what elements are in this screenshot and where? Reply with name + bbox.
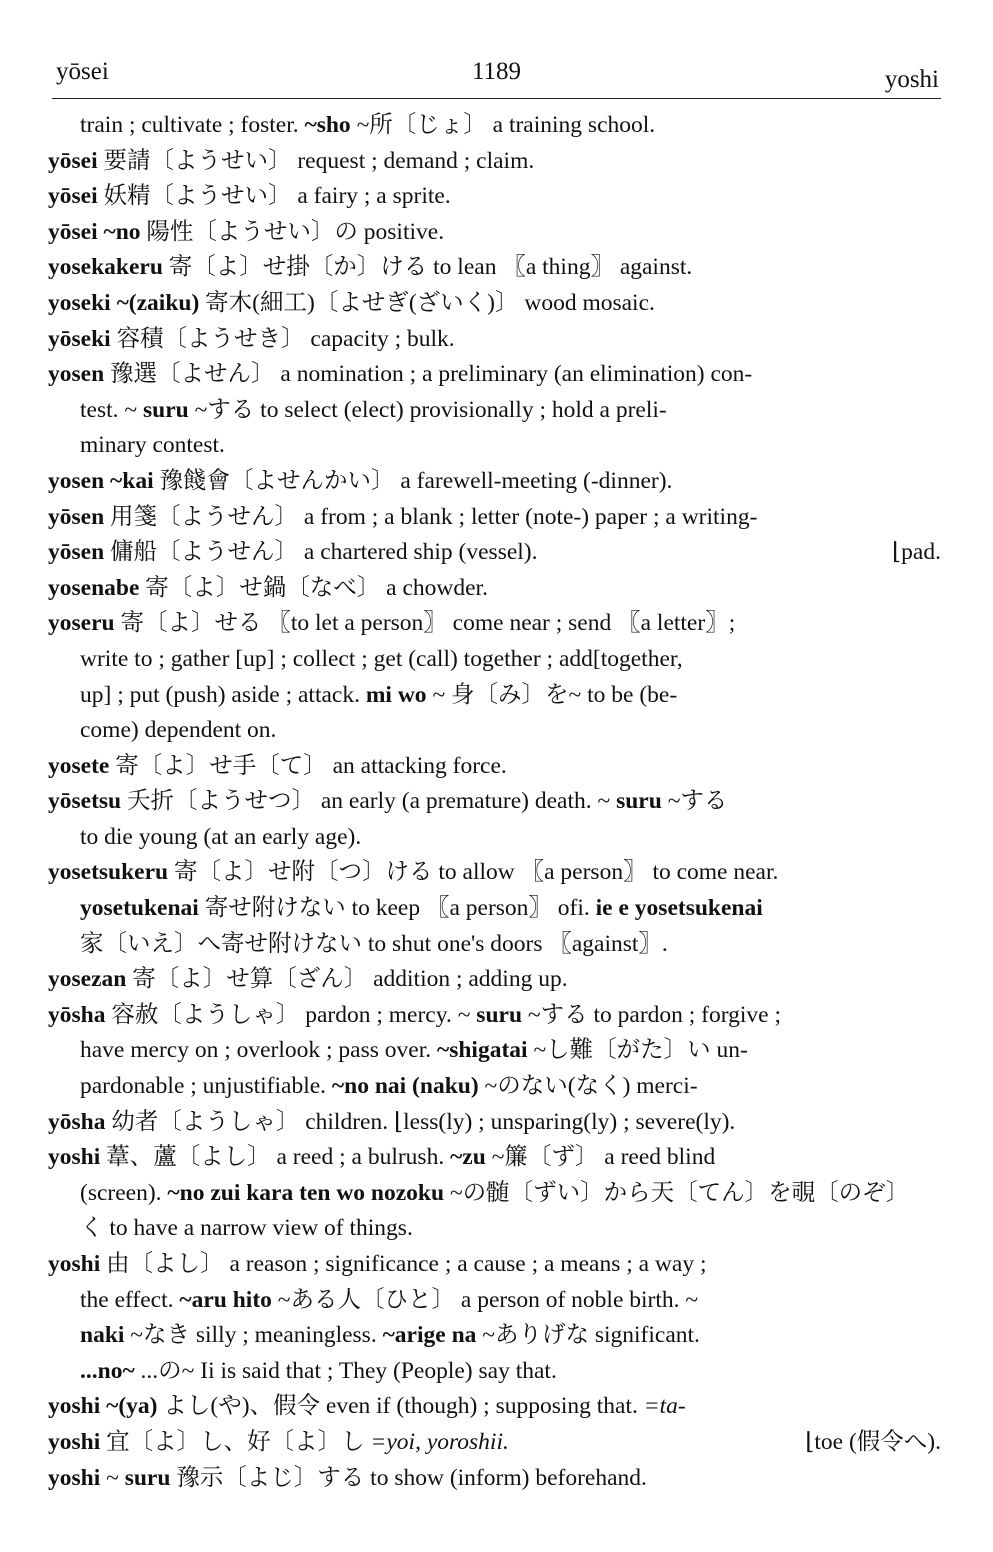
headword: yoshi [48, 1428, 101, 1455]
entry-text: =ta- [643, 1393, 686, 1420]
entry-line [48, 322, 941, 358]
entry-text: 夭折〔ようせつ〕 an early (a premature) death. ~ [121, 788, 617, 815]
entry-continuation-line [48, 108, 941, 144]
entry-line [48, 855, 941, 891]
entry-text: ~shigatai [436, 1037, 528, 1064]
entry-line [48, 500, 941, 536]
entry-line [48, 1389, 941, 1425]
entry-text: to die young (at an early age). [80, 823, 362, 850]
entry-text: ~する to pardon ; forgive ; [522, 1001, 782, 1028]
headword: yosetsukeru [48, 859, 169, 886]
entry-continuation-line [48, 927, 941, 963]
entry-text: 寄〔よ〕せ鍋〔なべ〕 a chowder. [139, 574, 488, 601]
entry-text: ~する [661, 788, 728, 815]
entry-continuation-line [48, 713, 941, 749]
headword: yoseki [48, 289, 111, 316]
entry-text: 寄〔よ〕せ手〔て〕 an attacking force. [109, 752, 507, 779]
entry-text: ~簾〔ず〕 a reed blind [485, 1144, 716, 1171]
headword: yōsei [48, 218, 98, 245]
entry-text: ~(ya) [106, 1393, 158, 1420]
entry-line [48, 215, 941, 251]
entry-text: 寄〔よ〕せる 〖to let a person〗 come near ; send 〖a letter〗; [114, 610, 736, 637]
headword: yoshi [48, 1464, 101, 1491]
headword: yōseki [48, 325, 111, 352]
entry-line [48, 1461, 941, 1497]
wrapped-tail: ⌊pad. [892, 539, 941, 566]
entry-line [48, 571, 941, 607]
entry-text: naki [80, 1322, 125, 1349]
headword: yosenabe [48, 574, 140, 601]
entry-line [48, 606, 941, 642]
entry-continuation-line [48, 1211, 941, 1247]
entry-text: ~no zui kara ten wo nozoku [167, 1179, 445, 1206]
entry-line [48, 784, 941, 820]
dictionary-entries [48, 108, 941, 1496]
entry-text: 由〔よし〕 a reason ; significance ; a cause ; a means ; a way ; [100, 1251, 707, 1277]
entry-text: ~no [103, 218, 141, 245]
entry-text: pardonable ; unjustifiable. [80, 1073, 332, 1100]
entry-text: ~kai [110, 467, 154, 494]
headword: yosete [48, 752, 110, 779]
entry-text: ~ 身〔み〕を~ to be (be- [426, 681, 678, 708]
entry-continuation-line [48, 1069, 941, 1105]
header-left-guideword: yōsei [56, 58, 109, 85]
headword: yōsha [48, 1001, 106, 1028]
entry-continuation-line [48, 428, 941, 464]
entry-line [48, 1140, 941, 1176]
entry-line [48, 962, 941, 998]
wrapped-tail: ⌊toe (假令へ). [805, 1428, 941, 1455]
entry-text: 陽性〔ようせい〕の positive. [140, 218, 445, 245]
entry-line [48, 250, 941, 286]
entry-text: 豫選〔よせん〕 a nomination ; a preliminary (an elimination) con- [104, 361, 753, 388]
entry-text: 傭船〔ようせん〕 a chartered ship (vessel). [104, 539, 538, 566]
entry-text: train ; cultivate ; foster. [80, 112, 305, 138]
entry-text: suru [142, 396, 189, 423]
entry-text: ~のない(なく) merci- [478, 1073, 698, 1100]
entry-text: く to have a narrow view of things. [80, 1215, 413, 1242]
entry-continuation-line [48, 1283, 941, 1319]
entry-continuation-line [48, 642, 941, 678]
entry-line [48, 286, 941, 322]
entry-continuation-line [48, 1176, 941, 1212]
headword: yōsei [48, 183, 98, 210]
entry-text: 葦、蘆〔よし〕 a reed ; a bulrush. [100, 1144, 451, 1171]
entry-text: 容赦〔ようしゃ〕 pardon ; mercy. ~ [105, 1001, 477, 1028]
entry-text: up] ; put (push) aside ; attack. [80, 681, 366, 708]
entry-text: ~し難〔がた〕い un- [527, 1037, 748, 1064]
headword: yōsetsu [48, 788, 122, 815]
entry-text: ~ [100, 1464, 125, 1491]
headword: yoshi [48, 1393, 101, 1420]
entry-line [48, 749, 941, 785]
entry-continuation-line [48, 891, 941, 927]
entry-text: 家〔いえ〕へ寄せ附けない to shut one's doors 〖against〗. [80, 930, 668, 957]
entry-text: yosetukenai [80, 895, 199, 922]
headword: yosen [48, 467, 105, 494]
entry-line [48, 1425, 941, 1461]
entry-text: ~no nai (naku) [331, 1073, 479, 1100]
entry-text: suru [124, 1464, 171, 1491]
entry-text: ~する to select (elect) provisionally ; hold a preli- [188, 396, 667, 423]
entry-continuation-line [48, 393, 941, 429]
entry-continuation-line [48, 1354, 941, 1390]
entry-text: 豫餞會〔よせんかい〕 a farewell-meeting (-dinner). [153, 467, 673, 494]
entry-text: the effect. [80, 1286, 180, 1313]
headword: yoseru [48, 610, 115, 637]
entry-text: come) dependent on. [80, 717, 277, 744]
headword: yōsha [48, 1108, 106, 1135]
entry-line [48, 357, 941, 393]
entry-line [48, 179, 941, 215]
headword: yōsen [48, 539, 105, 566]
entry-text: write to ; gather [up] ; collect ; get (call) together ; add[together, [80, 645, 683, 672]
entry-text: ~の髄〔ずい〕から天〔てん〕を覗〔のぞ〕 [444, 1179, 910, 1206]
entry-text: ~sho [304, 112, 351, 138]
entry-line [48, 144, 941, 180]
entry-line [48, 1247, 941, 1283]
entry-text: (screen). [80, 1179, 168, 1206]
page-number: 1189 [471, 58, 522, 85]
entry-text: suru [616, 788, 662, 815]
entry-text: 寄〔よ〕せ掛〔か〕ける to lean 〖a thing〗 against. [162, 254, 693, 281]
entry-text: ~(zaiku) [116, 289, 200, 316]
headword: yosekakeru [48, 254, 163, 281]
headword: yōsei [48, 147, 98, 174]
entry-text: ~所〔じょ〕 a training school. [350, 112, 656, 138]
entry-line [48, 998, 941, 1034]
entry-text: ~zu [450, 1144, 486, 1171]
entry-text: =yoi, yoroshii. [370, 1428, 509, 1455]
entry-text: ~ありげな significant. [476, 1322, 700, 1349]
entry-text: ~arige na [382, 1322, 477, 1349]
entry-text: ~aru hito [179, 1286, 272, 1313]
headword: yosen [48, 361, 105, 388]
entry-text: ie e yosetsukenai [595, 895, 763, 922]
entry-text: 幼者〔ようしゃ〕 children. ⌊less(ly) ; unsparing(ly) ; severe(ly). [105, 1108, 736, 1135]
entry-text: 妖精〔ようせい〕 a fairy ; a sprite. [97, 183, 451, 210]
entry-text: minary contest. [80, 432, 225, 459]
entry-line [48, 464, 941, 500]
headword: yoshi [48, 1144, 101, 1171]
headword: yoshi [48, 1251, 101, 1277]
entry-text: ~なき silly ; meaningless. [124, 1322, 383, 1349]
entry-text: 要請〔ようせい〕 request ; demand ; claim. [97, 147, 535, 174]
entry-text: mi wo [365, 681, 427, 708]
page-header [52, 52, 941, 99]
entry-text: 寄〔よ〕せ算〔ざん〕 addition ; adding up. [126, 966, 568, 993]
entry-text: have mercy on ; overlook ; pass over. [80, 1037, 437, 1064]
entry-line [48, 1105, 941, 1141]
entry-text: 容積〔ようせき〕 capacity ; bulk. [110, 325, 455, 352]
header-right-guideword: yoshi [884, 66, 939, 93]
entry-text: 宜〔よ〕し、好〔よ〕し [100, 1428, 371, 1455]
entry-text: suru [476, 1001, 523, 1028]
entry-text: ...の~ Ii is said that ; They (People) say that. [134, 1357, 557, 1384]
entry-text: 用箋〔ようせん〕 a from ; a blank ; letter (note-) paper ; a writing- [104, 503, 758, 530]
entry-text: 寄木(細工)〔よせぎ(ざいく)〕 wood mosaic. [199, 289, 655, 316]
entry-text: 寄せ附けない to keep 〖a person〗 ofi. [198, 895, 596, 922]
entry-line [48, 535, 941, 571]
entry-text: ...no~ [80, 1357, 135, 1384]
entry-text: よし(や)、假令 even if (though) ; supposing that. [157, 1393, 644, 1420]
entry-continuation-line [48, 1033, 941, 1069]
entry-continuation-line [48, 678, 941, 714]
entry-text: 豫示〔よじ〕する to show (inform) beforehand. [170, 1464, 647, 1491]
entry-text: ~ある人〔ひと〕 a person of noble birth. ~ [271, 1286, 699, 1313]
headword: yōsen [48, 503, 105, 530]
entry-text: test. ~ [80, 396, 143, 423]
headword: yosezan [48, 966, 127, 993]
entry-continuation-line [48, 1318, 941, 1354]
entry-text: 寄〔よ〕せ附〔つ〕ける to allow 〖a person〗 to come near. [168, 859, 779, 886]
entry-continuation-line [48, 820, 941, 856]
